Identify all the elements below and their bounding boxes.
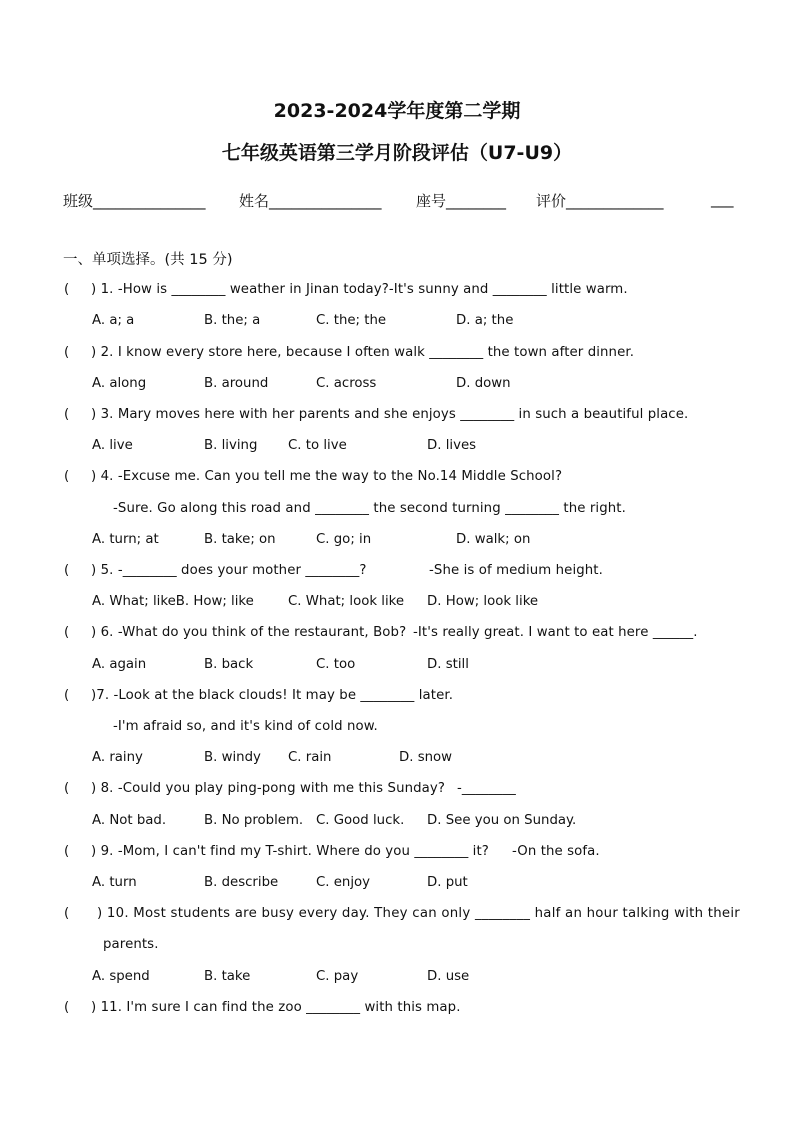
question-paren[interactable]: ( — [64, 345, 70, 360]
name-label: 姓名 — [239, 192, 270, 210]
seat-label: 座号 — [416, 192, 447, 210]
option-a: A. live — [92, 438, 133, 453]
option-d: D. put — [427, 875, 468, 890]
name-blank[interactable]: _______________ — [269, 192, 382, 210]
option-a: A. spend — [92, 969, 150, 984]
question-text-line2: parents. — [103, 937, 159, 952]
exam-subtitle: 七年级英语第三学月阶段评估（U7-U9） — [221, 142, 573, 164]
question-text: ) 11. I'm sure I can find the zoo ________ with this map. — [91, 1000, 461, 1015]
question-paren[interactable]: ( — [64, 1000, 70, 1015]
option-a: A. along — [92, 376, 147, 391]
exam-title: 2023-2024学年度第二学期 — [273, 100, 521, 122]
option-c: C. too — [316, 657, 356, 672]
option-d: D. still — [427, 657, 469, 672]
question-paren[interactable]: ( — [64, 407, 70, 422]
class-label: 班级 — [63, 192, 94, 210]
question-paren[interactable]: ( — [64, 563, 70, 578]
question-text-line2: -Sure. Go along this road and ________ the second turning ________ the right. — [113, 501, 626, 516]
option-b: B. living — [204, 438, 258, 453]
option-d: D. lives — [427, 438, 477, 453]
question-paren[interactable]: ( — [64, 282, 70, 297]
question-text: ) 8. -Could you play ping-pong with me this Sunday? — [91, 781, 446, 796]
option-c: C. pay — [316, 969, 359, 984]
option-b: B. describe — [204, 875, 279, 890]
question-text: ) 1. -How is ________ weather in Jinan today?-It's sunny and ________ little warm. — [91, 282, 628, 297]
option-c: C. across — [316, 376, 377, 391]
eval-label: 评价 — [536, 192, 567, 210]
eval-blank[interactable]: _____________ — [566, 192, 664, 210]
option-c: C. to live — [288, 438, 347, 453]
option-ab: A. What; likeB. How; like — [92, 594, 254, 609]
option-d: D. walk; on — [456, 532, 531, 547]
option-b: B. the; a — [204, 313, 261, 328]
name-field — [239, 190, 382, 211]
class-field — [63, 190, 206, 211]
question-paren[interactable]: ( — [64, 625, 70, 640]
question-response: -It's really great. I want to eat here ______. — [413, 625, 698, 640]
tail-blank: ___ — [711, 190, 734, 208]
option-d: D. use — [427, 969, 470, 984]
option-a: A. rainy — [92, 750, 143, 765]
question-text: ) 2. I know every store here, because I often walk ________ the town after dinner. — [91, 345, 635, 360]
question-text: )7. -Look at the black clouds! It may be ________ later. — [91, 688, 454, 703]
question-response: -________ — [457, 781, 516, 796]
option-d: D. How; look like — [427, 594, 539, 609]
option-b: B. around — [204, 376, 269, 391]
option-c: C. go; in — [316, 532, 372, 547]
option-a: A. Not bad. — [92, 813, 167, 828]
option-b: B. take; on — [204, 532, 276, 547]
question-response: -She is of medium height. — [429, 563, 603, 578]
option-d: D. See you on Sunday. — [427, 813, 577, 828]
question-text: ) 5. -________ does your mother ________? — [91, 563, 367, 578]
option-c: C. rain — [288, 750, 332, 765]
option-d: D. a; the — [456, 313, 514, 328]
option-a: A. a; a — [92, 313, 135, 328]
question-paren[interactable]: ( — [64, 781, 70, 796]
question-text: ) 4. -Excuse me. Can you tell me the way to the No.14 Middle School? — [91, 469, 563, 484]
seat-field — [416, 190, 506, 211]
option-b: B. take — [204, 969, 251, 984]
section-title: 一、单项选择。(共 15 分) — [63, 252, 233, 268]
option-a: A. again — [92, 657, 147, 672]
option-c: C. Good luck. — [316, 813, 405, 828]
option-a: A. turn — [92, 875, 137, 890]
question-text: ) 9. -Mom, I can't find my T-shirt. Where do you ________ it? — [91, 844, 489, 859]
question-text: ) 10. Most students are busy every day. They can only ________ half an hour talking with their — [97, 906, 741, 921]
option-b: B. windy — [204, 750, 261, 765]
question-text: ) 3. Mary moves here with her parents and she enjoys ________ in such a beautiful place. — [91, 407, 689, 422]
question-response: -On the sofa. — [512, 844, 600, 859]
option-c: C. the; the — [316, 313, 387, 328]
question-text-line2: -I'm afraid so, and it's kind of cold now. — [113, 719, 378, 734]
question-paren[interactable]: ( — [64, 469, 70, 484]
question-text: ) 6. -What do you think of the restaurant, Bob? — [91, 625, 407, 640]
option-a: A. turn; at — [92, 532, 159, 547]
option-c: C. enjoy — [316, 875, 371, 890]
question-paren[interactable]: ( — [64, 688, 70, 703]
class-blank[interactable]: _______________ — [93, 192, 206, 210]
seat-blank[interactable]: ________ — [446, 192, 507, 210]
option-b: B. No problem. — [204, 813, 304, 828]
option-c: C. What; look like — [288, 594, 405, 609]
question-paren[interactable]: ( — [64, 906, 70, 921]
option-d: D. snow — [399, 750, 453, 765]
option-b: B. back — [204, 657, 254, 672]
question-paren[interactable]: ( — [64, 844, 70, 859]
eval-field — [536, 190, 664, 211]
option-d: D. down — [456, 376, 511, 391]
